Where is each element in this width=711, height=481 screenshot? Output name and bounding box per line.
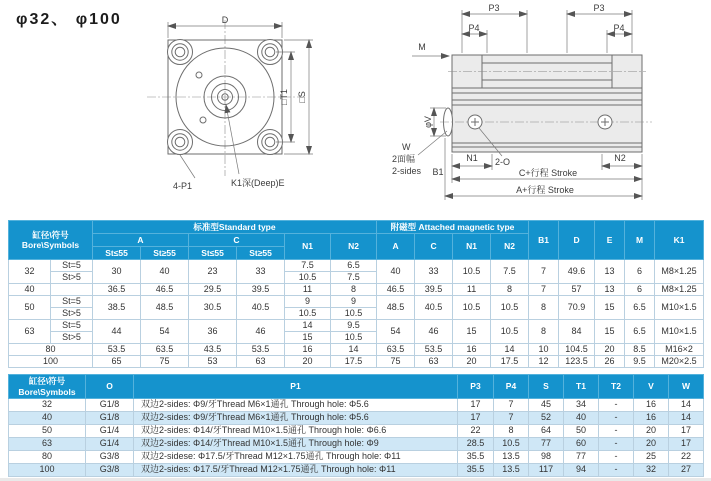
dim-cell: 52 xyxy=(529,412,564,425)
stroke-cond-cell: St>5 xyxy=(51,272,93,284)
dim-cell: 10.5 xyxy=(494,438,529,451)
dim-cell: 40 xyxy=(377,260,415,284)
bore-cell: 50 xyxy=(9,425,86,438)
bore-cell: 32 xyxy=(9,260,51,284)
dim-cell: 8 xyxy=(331,284,377,296)
dim-cell: 15 xyxy=(595,296,625,320)
stroke-cond-cell: St>5 xyxy=(51,332,93,344)
dim-cell: 22 xyxy=(669,451,704,464)
dim-cell: 14 xyxy=(331,344,377,356)
dim-cell: M10×1.5 xyxy=(655,296,704,320)
dim-cell: 14 xyxy=(491,344,529,356)
dim-cell: 64 xyxy=(529,425,564,438)
th-s: S xyxy=(529,375,564,399)
dim-cell: 77 xyxy=(529,438,564,451)
dim-cell: 8.5 xyxy=(625,344,655,356)
dim-cell: 10.5 xyxy=(453,260,491,284)
th-t2: T2 xyxy=(599,375,634,399)
table-row xyxy=(9,284,704,296)
side-view-drawing xyxy=(352,0,708,216)
port-cell: G3/8 xyxy=(86,451,134,464)
dim-cell: 36.5 xyxy=(93,284,141,296)
dim-cell: - xyxy=(599,451,634,464)
dim-cell: 16 xyxy=(285,344,331,356)
dim-cell: 17 xyxy=(458,399,494,412)
th-d: D xyxy=(559,221,595,260)
th-w: W xyxy=(669,375,704,399)
dim-cell: 39.5 xyxy=(237,284,285,296)
dim-cell: 53.5 xyxy=(415,344,453,356)
thread-desc-cell: 双边2-sides: Φ9/牙Thread M6×1通孔 Through hole: Φ5.6 xyxy=(134,412,458,425)
dim-label-p3-right: P3 xyxy=(593,3,605,13)
stroke-cond-cell: St=5 xyxy=(51,320,93,332)
dim-cell: 63.5 xyxy=(141,344,189,356)
th-bore-en: Bore\Symbols xyxy=(18,386,76,397)
table-row xyxy=(9,464,704,477)
dim-cell: 8 xyxy=(529,320,559,344)
dim-cell: 10.5 xyxy=(331,308,377,320)
dim-cell: 6.5 xyxy=(625,296,655,320)
dim-cell: 6 xyxy=(625,260,655,284)
dim-cell: 15 xyxy=(453,320,491,344)
table-row xyxy=(9,320,704,332)
th-bore-en: Bore\Symbols xyxy=(21,240,80,250)
dim-cell: 10.5 xyxy=(491,320,529,344)
dim-cell: 34 xyxy=(564,399,599,412)
bore-cell: 63 xyxy=(9,438,86,451)
th-m: M xyxy=(625,221,655,260)
stroke-cond-cell: St>5 xyxy=(51,308,93,320)
dim-cell: 7.5 xyxy=(285,260,331,272)
th-st-le55: St≤55 xyxy=(189,247,237,260)
bore-cell: 100 xyxy=(9,464,86,477)
dim-cell: 57 xyxy=(559,284,595,296)
dim-cell: 9 xyxy=(285,296,331,308)
dim-cell: 17 xyxy=(669,438,704,451)
dim-label-n2: N2 xyxy=(614,153,626,163)
dim-cell: 17 xyxy=(458,412,494,425)
table-row xyxy=(9,356,704,368)
bore-cell: 40 xyxy=(9,412,86,425)
dim-cell: - xyxy=(599,464,634,477)
page-title: φ32、 φ100 xyxy=(16,11,122,28)
dim-cell: 9 xyxy=(331,296,377,308)
dim-cell: 23 xyxy=(189,260,237,284)
th-st-ge55: St≥55 xyxy=(237,247,285,260)
mount-boss xyxy=(168,130,193,155)
label-k1-deep-e: K1深(Deep)E xyxy=(231,178,285,188)
th-magnetic-type: 附磁型 Attached magnetic type xyxy=(377,221,529,234)
th-b1: B1 xyxy=(529,221,559,260)
dim-cell: 50 xyxy=(564,425,599,438)
port-cell: G3/8 xyxy=(86,464,134,477)
label-w-en: 2-sides xyxy=(392,166,422,176)
dim-cell: 70.9 xyxy=(559,296,595,320)
port-dimension-table xyxy=(8,374,704,477)
dim-cell: 6 xyxy=(625,284,655,296)
dim-cell: 46 xyxy=(415,320,453,344)
dim-cell: 16 xyxy=(634,399,669,412)
dim-cell: 15 xyxy=(595,320,625,344)
th-c-std: C xyxy=(189,234,285,247)
dim-cell: 33 xyxy=(237,260,285,284)
dim-cell: 9.5 xyxy=(625,356,655,368)
dim-cell: 63.5 xyxy=(377,344,415,356)
table-row xyxy=(9,260,704,272)
dim-cell: 8 xyxy=(529,296,559,320)
dim-label-s: □S xyxy=(297,91,307,103)
dim-cell: 14 xyxy=(669,412,704,425)
dim-cell: 48.5 xyxy=(377,296,415,320)
dim-cell: 7.5 xyxy=(331,272,377,284)
dim-cell: 7 xyxy=(529,284,559,296)
dim-label-p4-left: P4 xyxy=(468,23,480,33)
dim-cell: 10.5 xyxy=(331,332,377,344)
th-c-mag: C xyxy=(415,234,453,260)
dim-cell: 11 xyxy=(285,284,331,296)
th-o: O xyxy=(86,375,134,399)
dim-cell: 15 xyxy=(285,332,331,344)
th-st-le55: St≤55 xyxy=(93,247,141,260)
dim-cell: 16 xyxy=(453,344,491,356)
stroke-cond-cell: St=5 xyxy=(51,296,93,308)
stroke-cond-cell xyxy=(51,284,93,296)
dim-label-t1: □T1 xyxy=(279,89,289,105)
th-a-std: A xyxy=(93,234,189,247)
dim-label-a-stroke: A+行程 Stroke xyxy=(516,185,574,195)
th-v: V xyxy=(634,375,669,399)
dim-cell: 38.5 xyxy=(93,296,141,320)
thread-desc-cell: 双边2-sides: Φ17.5/牙Thread M12×1.75通孔 Through hole: Φ11 xyxy=(134,464,458,477)
dim-cell: 13.5 xyxy=(494,451,529,464)
th-standard-type: 标准型Standard type xyxy=(93,221,377,234)
dim-cell: 35.5 xyxy=(458,451,494,464)
dim-label-n1: N1 xyxy=(466,153,478,163)
port-cell: G1/4 xyxy=(86,425,134,438)
dim-cell: 63 xyxy=(415,356,453,368)
dim-cell: 40 xyxy=(141,260,189,284)
dim-cell: 26 xyxy=(595,356,625,368)
port-cell: G1/8 xyxy=(86,399,134,412)
dim-cell: 13 xyxy=(595,284,625,296)
dim-cell: 10.5 xyxy=(285,272,331,284)
dim-cell: 36 xyxy=(189,320,237,344)
dim-cell: 20 xyxy=(285,356,331,368)
dim-cell: 10.5 xyxy=(453,296,491,320)
thread-desc-cell: 双边2-sides: Φ14/牙Thread M10×1.5通孔 Through hole: Φ9 xyxy=(134,438,458,451)
dim-cell: 117 xyxy=(529,464,564,477)
front-view-dimensions xyxy=(168,15,313,191)
th-a-mag: A xyxy=(377,234,415,260)
dim-cell: 44 xyxy=(93,320,141,344)
dim-label-c-stroke: C+行程 Stroke xyxy=(518,168,578,178)
dim-cell: 39.5 xyxy=(415,284,453,296)
dim-cell: - xyxy=(599,412,634,425)
dim-label-p3-left: P3 xyxy=(488,3,500,13)
label-2-o: 2-O xyxy=(495,157,511,167)
dim-cell: 54 xyxy=(141,320,189,344)
dim-cell: 46.5 xyxy=(141,284,189,296)
th-k1: K1 xyxy=(655,221,704,260)
dim-cell: - xyxy=(599,399,634,412)
dim-cell: 20 xyxy=(634,425,669,438)
dim-cell: 16 xyxy=(634,412,669,425)
dim-cell: 20 xyxy=(634,438,669,451)
dim-cell: 6.5 xyxy=(625,320,655,344)
dim-cell: 8 xyxy=(494,425,529,438)
dim-cell: 54 xyxy=(377,320,415,344)
port-cell: G1/4 xyxy=(86,438,134,451)
dim-cell: 46.5 xyxy=(377,284,415,296)
dim-cell: 30.5 xyxy=(189,296,237,320)
dim-cell: 40.5 xyxy=(415,296,453,320)
dim-cell: 53.5 xyxy=(93,344,141,356)
dim-cell: 7.5 xyxy=(491,260,529,284)
dim-label-v: φV xyxy=(423,116,433,128)
front-view-drawing xyxy=(135,12,357,214)
dim-cell: 60 xyxy=(564,438,599,451)
th-p1: P1 xyxy=(134,375,458,399)
bore-cell: 80 xyxy=(9,451,86,464)
label-w-cn: 2面幅 xyxy=(392,154,416,164)
dim-cell: 20 xyxy=(595,344,625,356)
bore-cell: 50 xyxy=(9,296,51,320)
dim-cell: 45 xyxy=(529,399,564,412)
th-st-ge55: St≥55 xyxy=(141,247,189,260)
dim-cell: 63 xyxy=(237,356,285,368)
stroke-cond-cell: St=5 xyxy=(51,260,93,272)
table-row xyxy=(9,438,704,451)
dim-cell: 84 xyxy=(559,320,595,344)
dim-cell: 94 xyxy=(564,464,599,477)
dim-cell: 14 xyxy=(669,399,704,412)
dim-cell: 6.5 xyxy=(331,260,377,272)
dim-cell: 8 xyxy=(491,284,529,296)
th-p3: P3 xyxy=(458,375,494,399)
table-row xyxy=(9,399,704,412)
dim-cell: 40.5 xyxy=(237,296,285,320)
dim-cell: 22 xyxy=(458,425,494,438)
bore-cell: 80 xyxy=(9,344,93,356)
dim-cell: 7 xyxy=(494,412,529,425)
bore-cell: 32 xyxy=(9,399,86,412)
dim-label-m: M xyxy=(418,42,426,52)
dim-label-d: D xyxy=(221,15,229,25)
dim-cell: - xyxy=(599,425,634,438)
dim-cell: 17.5 xyxy=(491,356,529,368)
dim-cell: 20 xyxy=(453,356,491,368)
dim-cell: M10×1.5 xyxy=(655,320,704,344)
dim-cell: 104.5 xyxy=(559,344,595,356)
dim-cell: 75 xyxy=(141,356,189,368)
dim-cell: 53 xyxy=(189,356,237,368)
dim-cell: 40 xyxy=(564,412,599,425)
dim-cell: 9.5 xyxy=(331,320,377,332)
dim-cell: 10.5 xyxy=(491,296,529,320)
th-p4: P4 xyxy=(494,375,529,399)
dim-cell: - xyxy=(599,438,634,451)
drawing-area xyxy=(0,0,711,218)
dim-cell: 30 xyxy=(93,260,141,284)
thread-desc-cell: 双边2-sides: Φ14/牙Thread M10×1.5通孔 Through hole: Φ6.6 xyxy=(134,425,458,438)
dim-cell: 46 xyxy=(237,320,285,344)
dim-cell: M8×1.25 xyxy=(655,260,704,284)
dim-cell: 28.5 xyxy=(458,438,494,451)
dim-cell: 123.5 xyxy=(559,356,595,368)
table-row xyxy=(9,412,704,425)
dim-cell: 43.5 xyxy=(189,344,237,356)
dim-cell: 75 xyxy=(377,356,415,368)
dim-cell: 77 xyxy=(564,451,599,464)
dim-cell: 35.5 xyxy=(458,464,494,477)
dim-cell: M20×2.5 xyxy=(655,356,704,368)
dim-cell: 10.5 xyxy=(285,308,331,320)
dim-cell: 65 xyxy=(93,356,141,368)
th-n2-mag: N2 xyxy=(491,234,529,260)
th-e: E xyxy=(595,221,625,260)
th-bore-cn: 缸径\符号 xyxy=(32,229,69,240)
dim-cell: 10 xyxy=(529,344,559,356)
dim-cell: 14 xyxy=(285,320,331,332)
dim-label-p4-right: P4 xyxy=(613,23,625,33)
dim-cell: 98 xyxy=(529,451,564,464)
label-4-p1: 4-P1 xyxy=(173,181,193,191)
bore-cell: 100 xyxy=(9,356,93,368)
th-bore-symbols xyxy=(9,375,86,399)
port-cell: G1/8 xyxy=(86,412,134,425)
label-w: W xyxy=(402,142,411,152)
dim-cell: 25 xyxy=(634,451,669,464)
dimension-table-main xyxy=(8,220,704,368)
bore-cell: 40 xyxy=(9,284,51,296)
table-row xyxy=(9,425,704,438)
dim-cell: 13 xyxy=(595,260,625,284)
dim-cell: M8×1.25 xyxy=(655,284,704,296)
dim-cell: 33 xyxy=(415,260,453,284)
dim-cell: 13.5 xyxy=(494,464,529,477)
dim-label-b1: B1 xyxy=(432,167,444,177)
th-bore-cn: 缸径\符号 xyxy=(28,376,66,387)
dim-cell: 7 xyxy=(529,260,559,284)
dim-cell: 48.5 xyxy=(141,296,189,320)
th-bore-symbols xyxy=(9,221,93,260)
bore-cell: 63 xyxy=(9,320,51,344)
dim-cell: 49.6 xyxy=(559,260,595,284)
dim-cell: 53.5 xyxy=(237,344,285,356)
th-n2-std: N2 xyxy=(331,234,377,260)
table-row xyxy=(9,296,704,308)
dim-cell: M16×2 xyxy=(655,344,704,356)
dim-cell: 27 xyxy=(669,464,704,477)
dim-cell: 29.5 xyxy=(189,284,237,296)
dim-cell: 11 xyxy=(453,284,491,296)
dim-cell: 12 xyxy=(529,356,559,368)
dim-cell: 17.5 xyxy=(331,356,377,368)
dim-cell: 17 xyxy=(669,425,704,438)
side-view-body xyxy=(440,55,652,152)
dim-cell: 7 xyxy=(494,399,529,412)
thread-desc-cell: 双边2-sides: Φ9/牙Thread M6×1通孔 Through hole: Φ5.6 xyxy=(134,399,458,412)
th-n1-mag: N1 xyxy=(453,234,491,260)
th-n1-std: N1 xyxy=(285,234,331,260)
table-row xyxy=(9,451,704,464)
dim-cell: 32 xyxy=(634,464,669,477)
thread-desc-cell: 双边2-sidese: Φ17.5/牙Thread M12×1.75通孔 Through hole: Φ11 xyxy=(134,451,458,464)
mount-boss xyxy=(168,40,193,65)
table-row xyxy=(9,344,704,356)
th-t1: T1 xyxy=(564,375,599,399)
